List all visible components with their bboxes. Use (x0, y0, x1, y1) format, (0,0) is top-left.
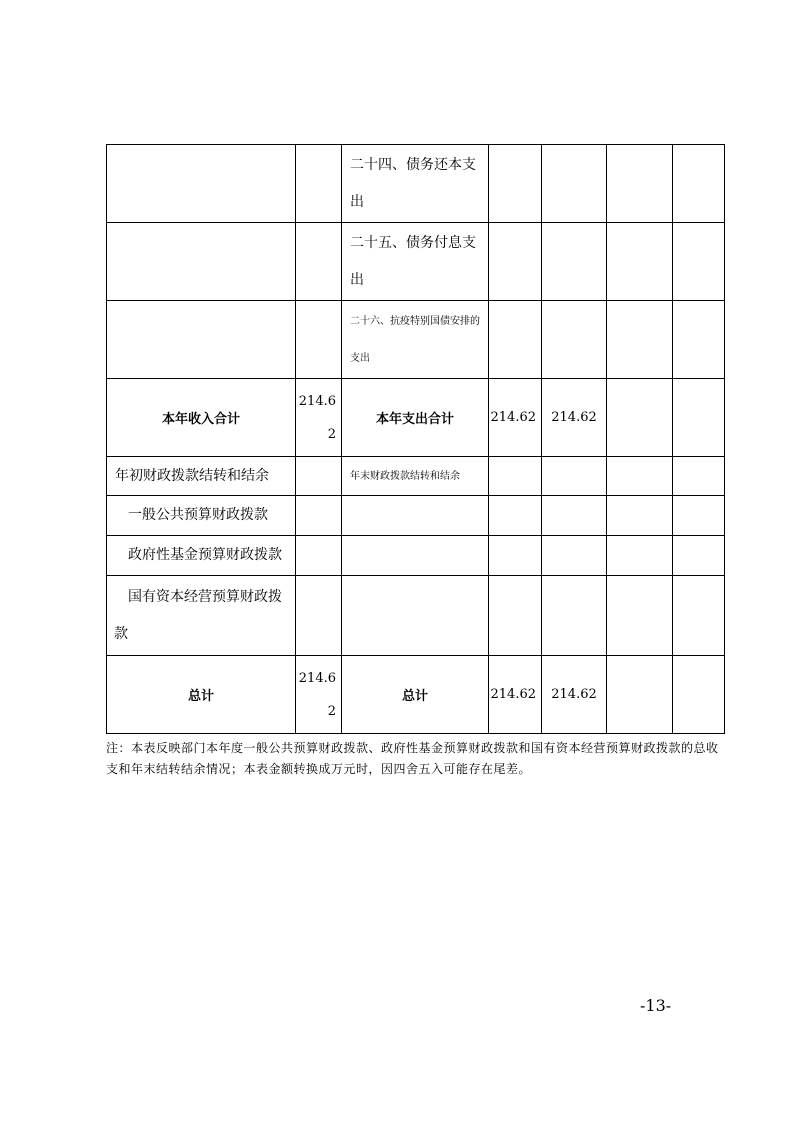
value-cell (607, 536, 673, 576)
sub-item-label: 一般公共预算财政拨款 (107, 496, 296, 536)
carryover-end-label: 年末财政拨款结转和结余 (342, 457, 489, 496)
table-row (107, 145, 725, 223)
value-cell (542, 576, 607, 656)
value-cell (673, 496, 725, 536)
value-cell (296, 536, 342, 576)
left-value-cell (296, 223, 342, 301)
value-cell (296, 457, 342, 496)
left-label-cell (107, 145, 296, 223)
value-cell (607, 496, 673, 536)
value-cell (542, 496, 607, 536)
value-cell (489, 496, 542, 536)
value-cell (673, 656, 725, 734)
value-cell (542, 457, 607, 496)
right-label-cell: 二十六、抗疫特别国债安排的支出 (342, 301, 489, 379)
value-cell (489, 145, 542, 223)
grand-total-row (107, 656, 725, 734)
table-note: 注：本表反映部门本年度一般公共预算财政拨款、政府性基金预算财政拨款和国有资本经营预算财政拨款的总收支和年末结转结余情况；本表金额转换成万元时，因四舍五入可能存在尾差。 (106, 741, 719, 776)
value-cell (489, 536, 542, 576)
value-cell (607, 457, 673, 496)
expense-total-value: 214.62 (489, 379, 542, 457)
value-cell (673, 536, 725, 576)
value-cell (342, 576, 489, 656)
value-cell (342, 536, 489, 576)
value-cell (607, 301, 673, 379)
value-cell (342, 496, 489, 536)
value-cell (489, 576, 542, 656)
value-cell (607, 576, 673, 656)
income-total-value: 214.62 (296, 379, 342, 457)
income-expense-total-row (107, 379, 725, 457)
value-cell (607, 656, 673, 734)
value-cell (673, 379, 725, 457)
table-row (107, 301, 725, 379)
value-cell (673, 457, 725, 496)
value-cell (489, 223, 542, 301)
value-cell (607, 379, 673, 457)
income-total-label: 本年收入合计 (107, 379, 296, 457)
expense-total-value-2: 214.62 (542, 379, 607, 457)
left-label-cell (107, 223, 296, 301)
sub-item-label: 国有资本经营预算财政拨款 (107, 576, 296, 656)
value-cell (607, 223, 673, 301)
left-value-cell (296, 301, 342, 379)
value-cell (673, 301, 725, 379)
sub-item-row (107, 536, 725, 576)
value-cell (296, 576, 342, 656)
right-label-cell: 二十四、债务还本支出 (342, 145, 489, 223)
fiscal-appropriation-table (106, 144, 725, 734)
grand-total-right-value-2: 214.62 (542, 656, 607, 734)
carryover-row (107, 457, 725, 496)
value-cell (673, 223, 725, 301)
table-row (107, 223, 725, 301)
grand-total-value: 214.62 (296, 656, 342, 734)
sub-item-label: 政府性基金预算财政拨款 (107, 536, 296, 576)
left-label-cell (107, 301, 296, 379)
carryover-begin-label: 年初财政拨款结转和结余 (107, 457, 296, 496)
value-cell (542, 145, 607, 223)
value-cell (489, 457, 542, 496)
right-label-cell: 二十五、债务付息支出 (342, 223, 489, 301)
expense-total-label: 本年支出合计 (342, 379, 489, 457)
grand-total-label: 总计 (107, 656, 296, 734)
value-cell (489, 301, 542, 379)
value-cell (673, 145, 725, 223)
grand-total-right-value: 214.62 (489, 656, 542, 734)
value-cell (673, 576, 725, 656)
grand-total-right-label: 总计 (342, 656, 489, 734)
sub-item-row (107, 496, 725, 536)
value-cell (542, 223, 607, 301)
value-cell (542, 301, 607, 379)
page-number: -13- (640, 996, 672, 1015)
value-cell (607, 145, 673, 223)
left-value-cell (296, 145, 342, 223)
value-cell (296, 496, 342, 536)
value-cell (542, 536, 607, 576)
sub-item-row (107, 576, 725, 656)
